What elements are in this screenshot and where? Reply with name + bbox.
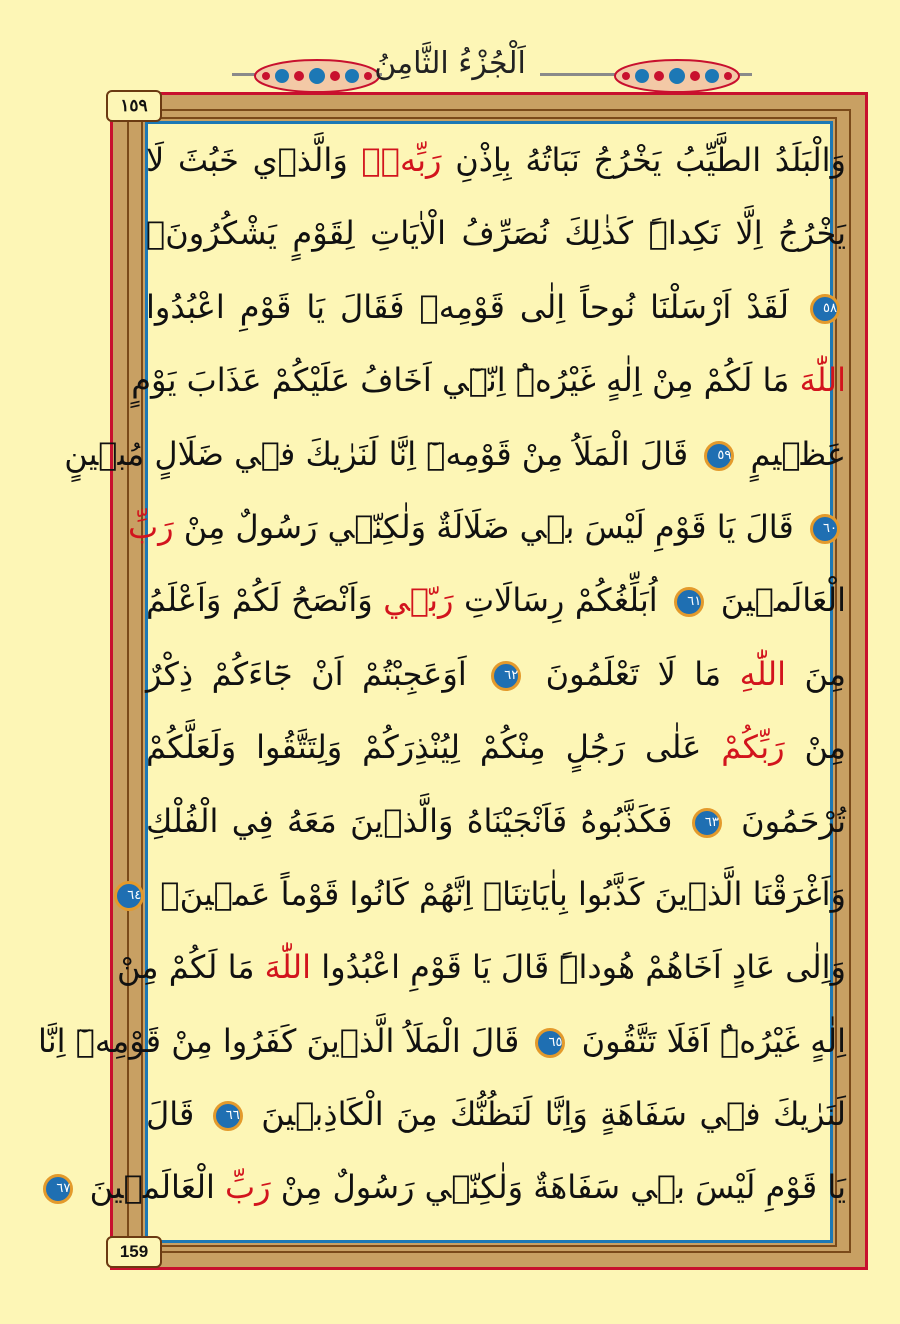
verse-text: يَخْرُجُ اِلَّا نَكِداًۜ كَذٰلِكَ نُصَرِّفُ الْاٰيَاتِ لِقَوْمٍ يَشْكُرُونَ۟ — [146, 214, 846, 253]
verse-text: وَالْبَلَدُ الطَّيِّبُ يَخْرُجُ نَبَاتُهُ بِاِذْنِ — [441, 141, 847, 179]
right-ornament-icon — [612, 58, 742, 94]
verse-lines — [38, 124, 847, 1225]
ayah-number-marker: ٥٨ — [810, 294, 840, 324]
verse-text: وَاَغْرَقْنَا الَّذ۪ينَ كَذَّبُوا بِاٰيَاتِنَاۜ اِنَّهُمْ كَانُوا قَوْماً عَم۪ينَ۟ — [150, 874, 846, 913]
ayah-number-marker: ٦٥ — [535, 1028, 565, 1058]
divine-name: رَبِّ — [128, 507, 174, 546]
verse-text: عَظ۪يمٍ — [740, 434, 846, 473]
verse-text: يَا قَوْمِ لَيْسَ ب۪ي سَفَاهَةٌ وَلٰكِنّ۪ي رَسُولٌ مِنْ — [270, 1168, 846, 1207]
verse-text: الْعَالَم۪ينَ — [79, 1168, 226, 1207]
divine-name: اللّٰهِ — [739, 654, 787, 693]
ayah-number-marker: ٦٤ — [114, 881, 144, 911]
verse-line — [146, 197, 846, 270]
verse-text: مِنَ — [786, 654, 847, 693]
juz-title: اَلْجُزْءُ الثَّامِنُ — [374, 46, 526, 81]
verse-line — [146, 785, 846, 858]
ayah-number-marker: ٦٦ — [213, 1101, 243, 1131]
verse-line — [38, 1005, 846, 1078]
verse-text: مَا لَكُمْ مِنْ اِلٰهٍ غَيْرُهُۜ اِنّ۪ٓي اَخَافُ عَلَيْكُمْ عَذَابَ يَوْمٍ — [131, 361, 800, 400]
verse-line — [127, 858, 846, 931]
verse-text: مَا لَكُمْ مِنْ — [117, 948, 265, 987]
verse-text: فَكَذَّبُوهُ فَاَنْجَيْنَاهُ وَالَّذ۪ينَ مَعَهُ فِي الْفُلْكِ — [146, 801, 686, 840]
divine-name: رَبِّكُمْ — [721, 728, 785, 767]
verse-line — [146, 638, 846, 711]
verse-line — [117, 931, 846, 1004]
verse-text: لَنَرٰيكَ ف۪ي سَفَاهَةٍ وَاِنَّا لَنَظُنُّكَ مِنَ الْكَاذِب۪ينَ — [248, 1095, 847, 1134]
divine-name: رَبِّ — [225, 1168, 271, 1207]
verse-text: اِلٰهٍ غَيْرُهُۜ اَفَلَا تَتَّقُونَ — [571, 1021, 846, 1060]
verse-line — [128, 491, 846, 564]
verse-text: الْعَالَم۪ينَ — [710, 581, 847, 620]
ayah-number-marker: ٦٣ — [692, 808, 722, 838]
verse-line — [146, 564, 846, 637]
verse-line — [146, 124, 846, 197]
verse-text: اَوَعَجِبْتُمْ اَنْ جَٓاءَكُمْ ذِكْرٌ — [146, 654, 486, 693]
page-number-bottom: 159 — [106, 1236, 162, 1268]
verse-text: مِنْ — [784, 728, 847, 767]
divine-name: رَبّ۪ي — [383, 581, 454, 620]
verse-text: وَاِلٰى عَادٍ اَخَاهُمْ هُوداًۜ قَالَ يَا قَوْمِ اعْبُدُوا — [311, 948, 846, 987]
ayah-number-marker: ٦١ — [674, 587, 704, 617]
verse-text: عَلٰى رَجُلٍ مِنْكُمْ لِيُنْذِرَكُمْ وَلِتَتَّقُوا وَلَعَلَّكُمْ — [146, 728, 722, 767]
verse-text: مَا لَا تَعْلَمُونَ — [527, 654, 740, 693]
ayah-number-marker: ٦٠ — [810, 514, 840, 544]
verse-text: قَالَ الْمَلَاُ مِنْ قَوْمِه۪ٓ اِنَّا لَنَرٰيكَ ف۪ي ضَلَالٍ مُب۪ينٍ — [64, 434, 699, 473]
divine-name: اللّٰهَ — [264, 948, 312, 987]
verse-text: اُبَلِّغُكُمْ رِسَالَاتِ — [453, 581, 669, 620]
verse-line — [146, 1078, 846, 1151]
verse-text: قَالَ يَا قَوْمِ لَيْسَ ب۪ي ضَلَالَةٌ وَلٰكِنّ۪ي رَسُولٌ مِنْ — [173, 507, 804, 546]
verse-line — [146, 711, 846, 784]
page-number-top: ١٥٩ — [106, 90, 162, 122]
verse-text: لَقَدْ اَرْسَلْنَا نُوحاً اِلٰى قَوْمِه۪ فَقَالَ يَا قَوْمِ اعْبُدُوا — [146, 287, 804, 326]
verse-text: تُرْحَمُونَ — [727, 801, 847, 840]
verse-text: وَاَنْصَحُ لَكُمْ وَاَعْلَمُ — [146, 581, 384, 620]
ayah-number-marker: ٦٧ — [43, 1174, 73, 1204]
verse-line — [131, 344, 846, 417]
divine-name: اللّٰهَ — [799, 361, 846, 400]
verse-line — [64, 418, 846, 491]
divine-name: رَبِّهٖۚ — [361, 141, 442, 179]
verse-text: وَالَّذ۪ي خَبُثَ لَا — [146, 141, 362, 179]
verse-text: قَالَ الْمَلَاُ الَّذ۪ينَ كَفَرُوا مِنْ قَوْمِه۪ٓ اِنَّا — [38, 1021, 530, 1060]
verse-line — [56, 1151, 846, 1224]
ayah-number-marker: ٥٩ — [704, 441, 734, 471]
verse-text: قَالَ — [146, 1095, 207, 1134]
verse-line — [146, 271, 846, 344]
ayah-number-marker: ٦٢ — [491, 661, 521, 691]
